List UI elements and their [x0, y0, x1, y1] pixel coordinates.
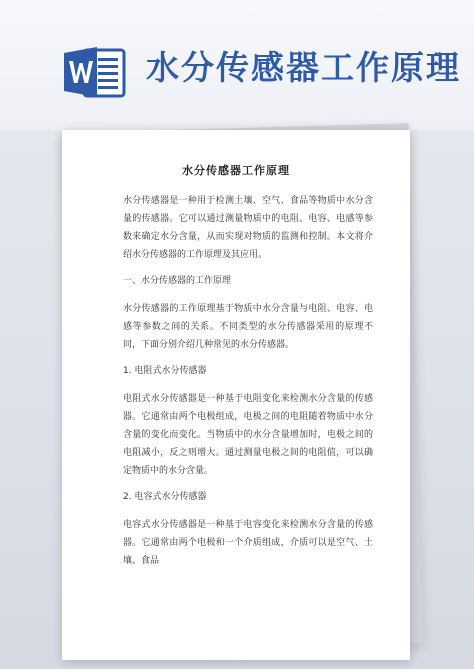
intro-paragraph: 水分传感器是一种用于检测土壤、空气、食品等物质中水分含量的传感器。它可以通过测量物质中的电阻、电容、电感等参数来确定水分含量，从而实现对物质的监测和控制。本文将介绍水分传感器的工作原理及其应用。 [123, 196, 373, 260]
subsection-paragraph: 电阻式水分传感器是一种基于电阻变化来检测水分含量的传感器。它通常由两个电极组成，电极之间的电阻随着物质中水分含量的变化而变化。当物质中的水分含量增加时，电极之间的电阻减小，反之则增大。通过测量电极之间的电阻值，可以确定物质中的水分含量。 [123, 394, 373, 476]
section-paragraph: 水分传感器的工作原理基于物质中水分含量与电阻、电容、电感等参数之间的关系。不同类型的水分传感器采用的原理不同，下面分别介绍几种常见的水分传感器。 [123, 304, 373, 350]
subsection-heading: 1. 电阻式水分传感器 [123, 366, 207, 376]
word-document-icon [64, 44, 126, 100]
subsection-heading: 2. 电容式水分传感器 [123, 492, 207, 502]
subsection-paragraph: 电容式水分传感器是一种基于电容变化来检测水分含量的传感器。它通常由两个电极和一个介质组成，介质可以是空气、土壤、食品 [123, 520, 373, 566]
document-title: 水分传感器工作原理 [182, 164, 290, 177]
banner-title: 水分传感器工作原理 [146, 48, 461, 87]
document-page [62, 130, 410, 660]
banner [0, 0, 474, 130]
document-body [123, 192, 373, 578]
section-heading: 一、水分传感器的工作原理 [123, 276, 232, 286]
